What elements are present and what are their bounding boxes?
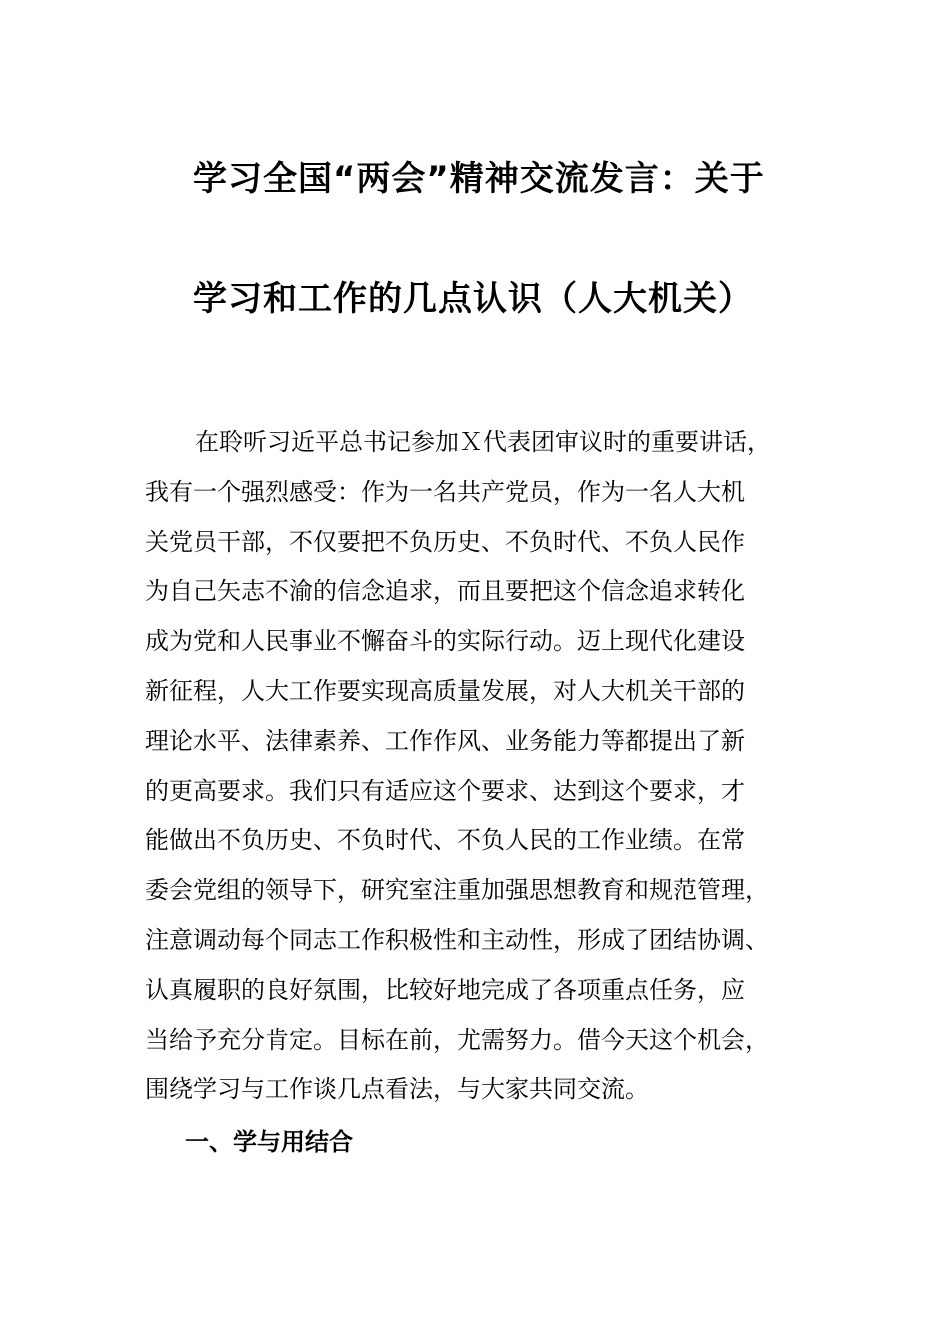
paragraph-line: 委会党组的领导下，研究室注重加强思想教育和规范管理， — [145, 876, 769, 905]
paragraph-line: 关党员干部，不仅要把不负历史、不负时代、不负人民作 — [145, 527, 745, 556]
paragraph-line: 在聆听习近平总书记参加Ｘ代表团审议时的重要讲话， — [195, 428, 771, 456]
paragraph-line: 围绕学习与工作谈几点看法，与大家共同交流。 — [145, 1075, 649, 1104]
paragraph-line: 我有一个强烈感受：作为一名共产党员，作为一名人大机 — [145, 477, 745, 506]
paragraph-line: 理论水平、法律素养、工作作风、业务能力等都提出了新 — [145, 726, 745, 755]
document-title-line-1: 学习全国“两会”精神交流发言：关于 — [193, 159, 765, 199]
paragraph-line: 注意调动每个同志工作积极性和主动性，形成了团结协调、 — [145, 925, 769, 954]
paragraph-line: 新征程，人大工作要实现高质量发展，对人大机关干部的 — [145, 676, 745, 705]
paragraph-line: 认真履职的良好氛围，比较好地完成了各项重点任务，应 — [145, 975, 745, 1004]
paragraph-line: 能做出不负历史、不负时代、不负人民的工作业绩。在常 — [145, 826, 745, 855]
body-paragraph — [145, 418, 805, 1115]
paragraph-line: 的更高要求。我们只有适应这个要求、达到这个要求，才 — [145, 776, 745, 805]
paragraph-line: 当给予充分肯定。目标在前，尤需努力。借今天这个机会， — [145, 1025, 769, 1054]
section-heading: 一、学与用结合 — [185, 1128, 353, 1156]
paragraph-line: 为自己矢志不渝的信念追求，而且要把这个信念追求转化 — [145, 577, 745, 606]
paragraph-line: 成为党和人民事业不懈奋斗的实际行动。迈上现代化建设 — [145, 627, 745, 656]
document-title-line-2: 学习和工作的几点认识（人大机关） — [193, 279, 753, 319]
